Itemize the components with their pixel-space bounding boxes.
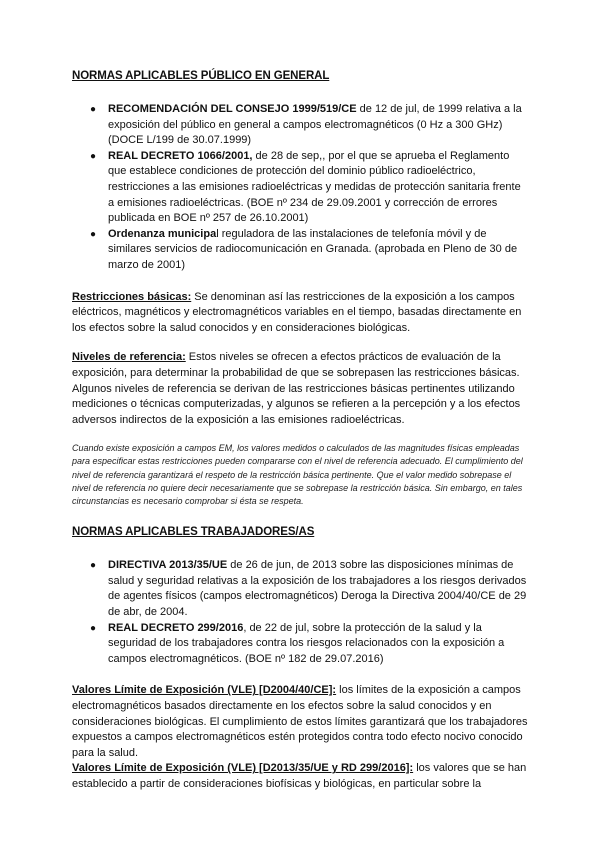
definition-term: Niveles de referencia: <box>72 351 186 364</box>
definition-term: Restricciones básicas: <box>72 290 192 303</box>
bullet-icon: ● <box>90 560 97 572</box>
norm-text: de 26 de jun, de 2013 sobre las disposiciones mínimas de salud y seguridad relativas a la exposición de los trabajadores a los riesgos derivados de agentes físicos (campos electromagnéticos) Deroga la Directiva 2004/40/CE de 29 de abr, de 2004. <box>108 559 527 619</box>
definition-text: Se denominan así las restricciones de la exposición a los campos eléctricos, magnéticos y electromagnéticos variables en el tiempo, basadas directamente en los efectos sobre la salud conocidos y en consideraciones biológicas. <box>72 290 522 334</box>
definition-term: Valores Límite de Exposición (VLE) [D2004/40/CE]: <box>72 684 337 697</box>
vle-2013-paragraph <box>72 761 528 792</box>
norm-text: l reguladora de las instalaciones de telefonía móvil y de similares servicios de radiocomunicación en Granada. (aprobada en Pleno de 30 de marzo de 2001) <box>108 227 518 271</box>
norm-title: REAL DECRETO 1066/2001, <box>108 149 253 162</box>
vle-2004-paragraph <box>72 683 528 761</box>
norm-title: RECOMENDACIÓN DEL CONSEJO 1999/519/CE <box>108 103 357 115</box>
norm-text: , de 22 de jul, sobre la protección de la salud y la seguridad de los trabajadores contra los riesgos relacionados con la exposición a campos electromagnéticos. (BOE nº 182 de 29.07.2016) <box>108 621 505 665</box>
list-item <box>90 149 528 227</box>
norm-title: Ordenanza municipa <box>108 227 217 240</box>
list-item <box>90 227 528 274</box>
bullet-icon: ● <box>90 622 97 634</box>
list-item <box>90 621 528 668</box>
worker-norms-list <box>72 558 528 667</box>
heading-workers: NORMAS APLICABLES TRABAJADORES/AS <box>72 526 315 539</box>
definition-text: los límites de la exposición a campos electromagnéticos basados directamente en los efectos sobre la salud conocidos y en consideraciones biológicas. El cumplimiento de estos límites garantizará que los trabajadores expuestos a campos electromagnéticos estén protegidos contra todo efecto nocivo conocido para la salud. <box>72 684 528 759</box>
bullet-icon: ● <box>90 104 97 115</box>
bullet-icon: ● <box>90 150 97 162</box>
definition-term: Valores Límite de Exposición (VLE) [D2013/35/UE y RD 299/2016]: <box>72 762 414 775</box>
list-item <box>90 558 528 620</box>
definition-text: los valores que se han establecido a partir de consideraciones biofísicas y biológicas, en particular sobre la <box>72 762 527 791</box>
niveles-paragraph <box>72 350 528 428</box>
general-norms-list <box>72 102 528 274</box>
list-item <box>90 102 528 149</box>
norm-title: REAL DECRETO 299/2016 <box>108 621 244 634</box>
norm-title: DIRECTIVA 2013/35/UE <box>108 559 228 572</box>
bullet-icon: ● <box>90 228 97 240</box>
norm-text: de 12 de jul, de 1999 relativa a la exposición del público en general a campos electromagnéticos (0 Hz a 300 GHz) (DOCE L/199 de 30.07.1999) <box>108 103 522 147</box>
italic-note: Cuando existe exposición a campos EM, los valores medidos o calculados de las magnitudes físicas empleadas para especificar estas restricciones pueden compararse con el nivel de referencia adecuado. El cumplimiento del nivel de referencia garantizará el respeto de la restricción básica pertinente. Que el valor medido sobrepase el nivel de referencia no quiere decir necesariamente que se sobrepase la restricción básica. Sin embargo, en tales circunstancias es necesario comprobar si ésta se respeta. <box>72 443 523 507</box>
heading-general: NORMAS APLICABLES PÚBLICO EN GENERAL <box>72 70 330 82</box>
definition-text: Estos niveles se ofrecen a efectos prácticos de evaluación de la exposición, para determinar la probabilidad de que se sobrepasen las restricciones básicas. Algunos niveles de referencia se derivan de las restricciones básicas pertinentes utilizando mediciones o técnicas computerizadas, y algunos se refieren a la percepción y a los efectos adversos indirectos de la exposición a las emisiones radioeléctricas. <box>72 351 521 426</box>
norm-text: de 28 de sep,, por el que se aprueba el Reglamento que establece condiciones de protección del dominio público radioeléctrico, restricciones a las emisiones radioeléctricas y medidas de protección sanitaria frente a emisiones radioeléctricas. (BOE nº 234 de 29.09.2001 y corrección de errores publicada en BOE nº 257 de 26.10.2001) <box>108 149 521 225</box>
restricciones-paragraph <box>72 290 528 337</box>
